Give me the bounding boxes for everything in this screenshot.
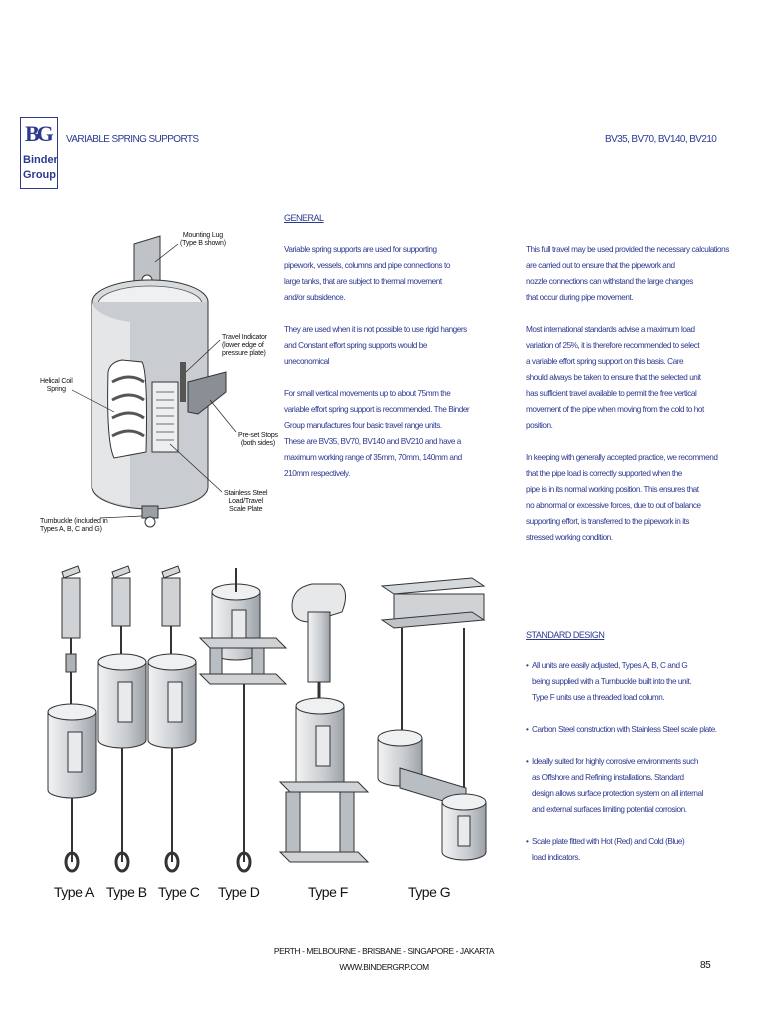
general-paragraph: Most international standards advise a maximum load variation of 25%, it is therefore recommended to select a variable effort spring support on this basis. Care should always be taken to ensure that the selected unit has sufficient travel available to permit the free vertical movement of the pipe when moving from the cold to hot position. (526, 325, 704, 430)
type-c-drawing (148, 566, 196, 871)
logo-monogram: BG (25, 121, 51, 146)
callout-travel-indicator: Travel Indicator (lower edge of pressure plate) (222, 334, 267, 357)
page-number: 85 (700, 960, 711, 971)
footer-website: WWW.BINDERGRP.COM (339, 962, 429, 972)
callout-turnbuckle: Turnbuckle (included in Types A, B, C and G) (40, 518, 108, 533)
type-d-drawing (200, 568, 286, 871)
standard-design-item: • All units are easily adjusted, Types A, B, C and G being supplied with a Turnbuckle built into the unit. Type F units use a threaded load column. (526, 658, 764, 706)
general-paragraph: This full travel may be used provided the necessary calculations are carried out to ensure that the pipework and nozzle connections can withstand the large changes that occur during pipe movement. (526, 245, 729, 302)
logo-word-group: Group (23, 169, 56, 181)
type-b-label: Type B (106, 884, 147, 900)
callout-mounting-lug: Mounting Lug (Type B shown) (180, 232, 226, 247)
type-c-label: Type C (158, 884, 200, 900)
standard-design-heading: STANDARD DESIGN (526, 630, 605, 640)
type-g-drawing (378, 578, 486, 860)
callout-scale-plate: Stainless Steel Load/Travel Scale Plate (224, 490, 268, 513)
model-list: BV35, BV70, BV140, BV210 (605, 134, 717, 145)
callout-helical-coil-spring: Helical Coil Spring (40, 378, 73, 393)
general-column-1 (284, 242, 520, 498)
type-b-drawing (98, 566, 146, 871)
callout-preset-stops: Pre-set Stops (both sides) (238, 432, 278, 447)
standard-design-item: • Scale plate fitted with Hot (Red) and Cold (Blue) load indicators. (526, 834, 764, 866)
type-f-drawing (280, 584, 368, 862)
general-column-2 (526, 242, 762, 562)
document-title: VARIABLE SPRING SUPPORTS (66, 134, 199, 145)
type-a-drawing (48, 566, 96, 871)
type-f-label: Type F (308, 884, 348, 900)
type-d-label: Type D (218, 884, 260, 900)
general-paragraph: Variable spring supports are used for supporting pipework, vessels, columns and pipe connections to large tanks, that are subject to thermal movement and/or subsidence. (284, 245, 450, 302)
general-heading: GENERAL (284, 213, 324, 223)
footer-cities: PERTH - MELBOURNE - BRISBANE - SINGAPORE - JAKARTA (273, 946, 495, 956)
general-paragraph: They are used when it is not possible to use rigid hangers and Constant effort spring supports would be uneconomical (284, 325, 467, 366)
general-paragraph: In keeping with generally accepted practice, we recommend that the pipe load is correctly supported when the pipe is in its normal working position. This ensures that no abnormal or excessive forces, due to out of balance supporting effort, is transferred to the pipework in its stressed working condition. (526, 453, 718, 542)
logo-word-binder: Binder (23, 154, 58, 166)
type-g-label: Type G (408, 884, 451, 900)
binder-group-logo (20, 117, 58, 189)
standard-design-list (526, 658, 764, 882)
general-paragraph: For small vertical movements up to about 75mm the variable effort spring support is recommended. The Binder Group manufactures four basic travel range units. These are BV35, BV70, BV140 and BV210 and have a maximum working range of 35mm, 70mm, 140mm and 210mm respectively. (284, 389, 470, 478)
type-a-label: Type A (54, 884, 94, 900)
standard-design-item: • Ideally suited for highly corrosive environments such as Offshore and Refining installations. Standard design allows surface protection system on all internal and external surfaces limiting potential corrosion. (526, 754, 764, 818)
standard-design-item: • Carbon Steel construction with Stainless Steel scale plate. (526, 722, 764, 738)
support-types-illustration (40, 562, 490, 874)
